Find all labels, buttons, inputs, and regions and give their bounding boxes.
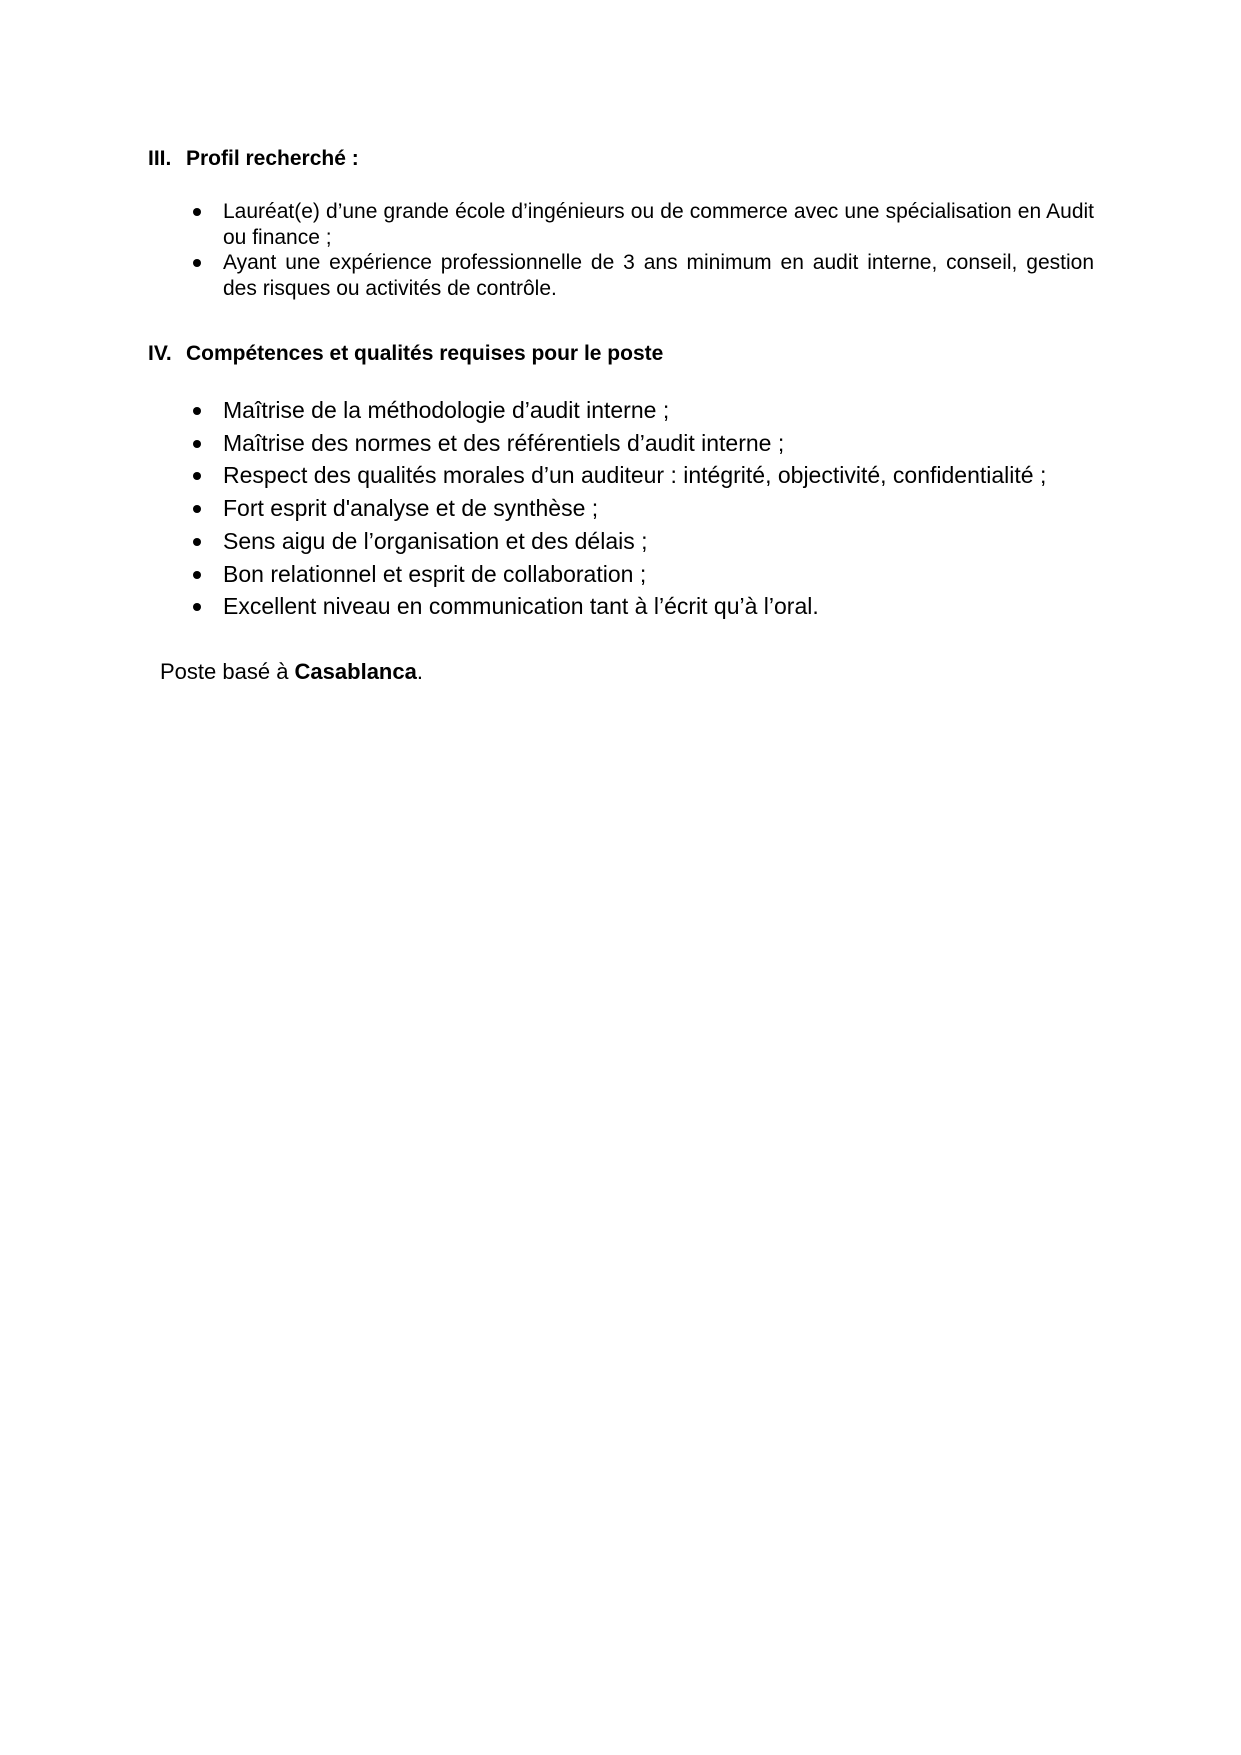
list-item-text: Bon relationnel et esprit de collaboration ; xyxy=(223,560,647,587)
list-item xyxy=(188,459,1094,492)
list-item-text: Fort esprit d'analyse et de synthèse ; xyxy=(223,495,599,522)
list-item xyxy=(188,525,1094,558)
location-prefix: Poste basé à xyxy=(160,659,295,684)
bullet-icon xyxy=(193,505,201,513)
section-number: III. xyxy=(148,147,172,170)
section-number: IV. xyxy=(148,342,172,365)
skills-list xyxy=(188,394,1094,623)
bullet-icon xyxy=(193,259,201,267)
list-item xyxy=(188,250,1094,301)
list-item-text: Maîtrise de la méthodologie d’audit interne ; xyxy=(223,397,670,423)
bullet-icon xyxy=(193,472,201,480)
job-location xyxy=(160,659,423,685)
bullet-icon xyxy=(193,440,201,448)
section-heading-profil xyxy=(148,146,359,172)
list-item xyxy=(188,492,1094,525)
bullet-icon xyxy=(193,603,201,611)
section-heading-competences xyxy=(148,341,663,367)
profile-list xyxy=(188,199,1094,301)
location-suffix: . xyxy=(416,659,423,684)
bullet-icon xyxy=(193,538,201,546)
bullet-icon xyxy=(193,407,201,415)
list-item-text: Maîtrise des normes et des référentiels d’audit interne ; xyxy=(223,429,785,456)
list-item-text: Sens aigu de l’organisation et des délais ; xyxy=(223,527,648,554)
list-item xyxy=(188,199,1094,250)
bullet-icon xyxy=(193,571,201,579)
list-item-text: Ayant une expérience professionnelle de 3 ans minimum en audit interne, conseil, gestion des risques ou activités de contrôle. xyxy=(223,251,1094,300)
location-city: Casablanca xyxy=(294,659,417,684)
list-item xyxy=(188,558,1094,591)
list-item-text: Excellent niveau en communication tant à l’écrit qu’à l’oral. xyxy=(223,593,819,620)
list-item xyxy=(188,427,1094,460)
list-item xyxy=(188,590,1094,623)
section-title: Profil recherché : xyxy=(186,147,359,170)
list-item-text: Respect des qualités morales d’un auditeur : intégrité, objectivité, confidentialité ; xyxy=(223,462,1047,489)
list-item-text: Lauréat(e) d’une grande école d’ingénieurs ou de commerce avec une spécialisation en Audit ou finance ; xyxy=(223,200,1094,249)
section-title: Compétences et qualités requises pour le poste xyxy=(186,342,664,365)
bullet-icon xyxy=(193,208,201,216)
list-item xyxy=(188,394,1094,427)
